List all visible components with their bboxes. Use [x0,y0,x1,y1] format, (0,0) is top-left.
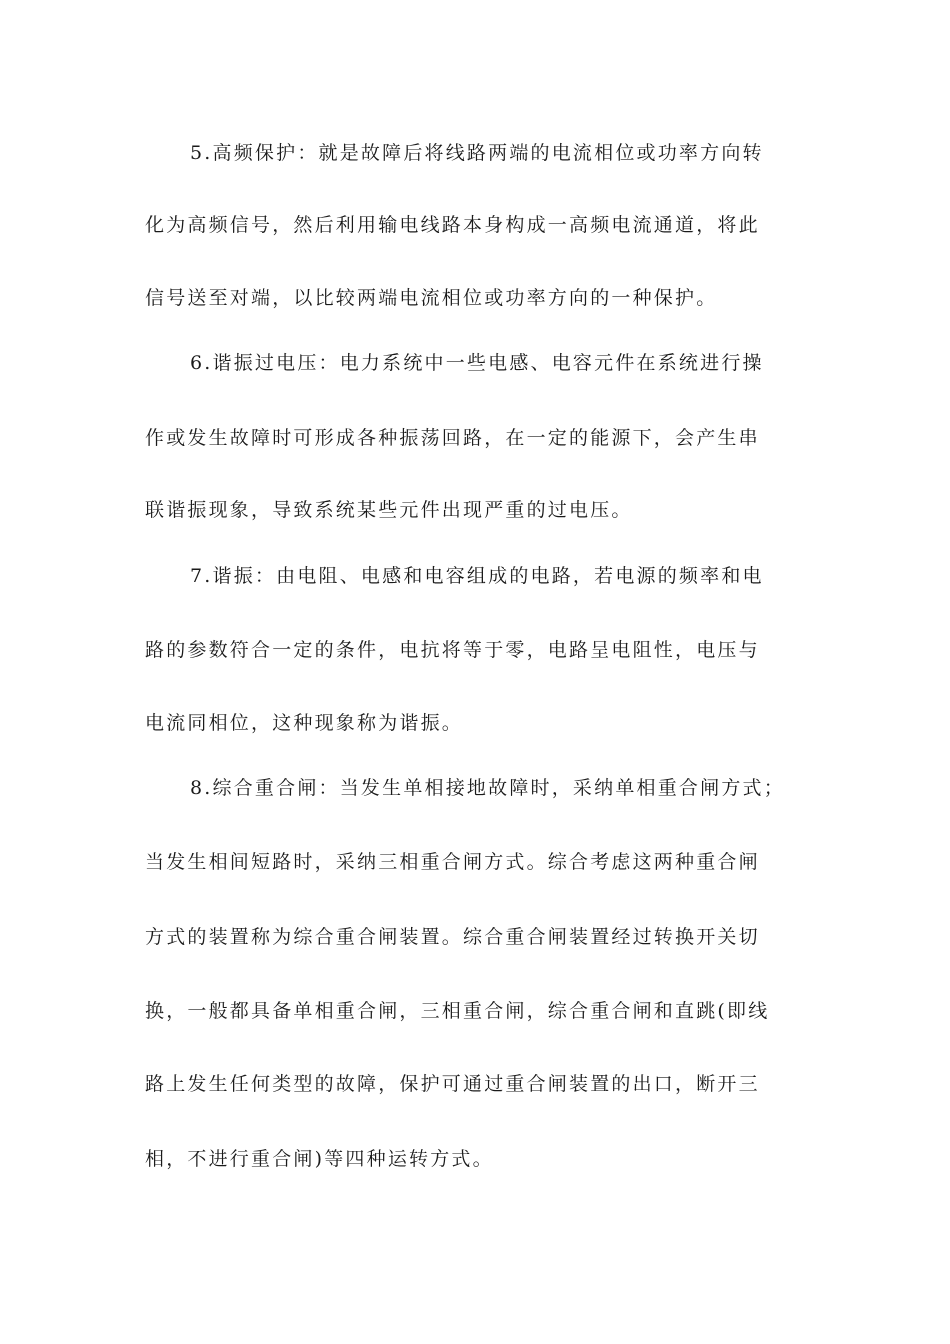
paragraph-8-line-6: 相，不进行重合闸)等四种运转方式。 [145,1148,494,1170]
paragraph-8-line-2: 当发生相间短路时，采纳三相重合闸方式。综合考虑这两种重合闸 [145,851,760,873]
paragraph-6-line-3: 联谐振现象，导致系统某些元件出现严重的过电压。 [145,499,633,521]
paragraph-8-line-5: 路上发生任何类型的故障，保护可通过重合闸装置的出口，断开三 [145,1073,760,1095]
paragraph-7-line-2: 路的参数符合一定的条件，电抗将等于零，电路呈电阻性，电压与 [145,639,760,661]
paragraph-5-line-1: 5.高频保护：就是故障后将线路两端的电流相位或功率方向转 [190,142,764,164]
paragraph-8-line-4: 换，一般都具备单相重合闸，三相重合闸，综合重合闸和直跳(即线 [145,1000,770,1022]
paragraph-7-line-1: 7.谐振：由电阻、电感和电容组成的电路，若电源的频率和电 [190,565,764,587]
paragraph-6-line-2: 作或发生故障时可形成各种振荡回路，在一定的能源下，会产生串 [145,427,760,449]
paragraph-7-line-3: 电流同相位，这种现象称为谐振。 [145,712,464,734]
paragraph-6-line-1: 6.谐振过电压：电力系统中一些电感、电容元件在系统进行操 [190,352,764,374]
paragraph-8-line-3: 方式的装置称为综合重合闸装置。综合重合闸装置经过转换开关切 [145,926,760,948]
paragraph-5-line-2: 化为高频信号，然后利用输电线路本身构成一高频电流通道，将此 [145,214,760,236]
paragraph-5-line-3: 信号送至对端，以比较两端电流相位或功率方向的一种保护。 [145,287,718,309]
paragraph-8-line-1: 8.综合重合闸：当发生单相接地故障时，采纳单相重合闸方式； [190,777,785,799]
